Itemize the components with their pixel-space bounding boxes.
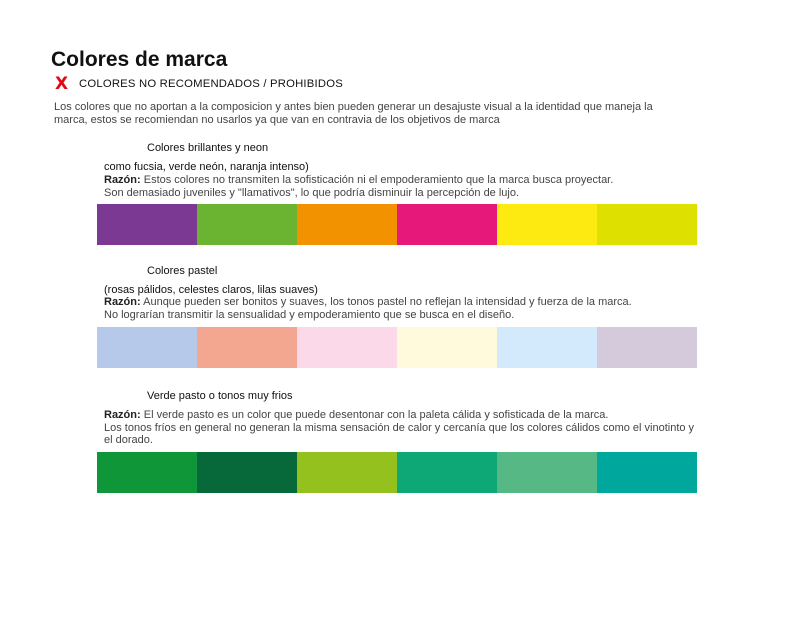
color-swatch (97, 452, 197, 493)
color-swatch (297, 327, 397, 368)
color-swatch (597, 204, 697, 245)
prohibited-header (55, 76, 343, 92)
color-swatch (197, 204, 297, 245)
swatch-row-pastel (97, 327, 697, 368)
swatch-row-cold (97, 452, 697, 493)
color-swatch (297, 204, 397, 245)
reason-label: Razón: (104, 296, 141, 308)
reason-text: Aunque pueden ser bonitos y suaves, los tonos pastel no reflejan la intensidad y fuerza de la marca. (140, 296, 632, 308)
section-title-cold: Verde pasto o tonos muy frios (147, 390, 293, 402)
color-swatch (197, 452, 297, 493)
x-mark-icon: X (55, 74, 69, 94)
reason-extra: Son demasiado juveniles y "llamativos", lo que podría disminuir la percepción de lujo. (104, 186, 520, 199)
color-swatch (97, 204, 197, 245)
section-reason-pastel (104, 296, 704, 321)
color-swatch (297, 452, 397, 493)
section-title-pastel: Colores pastel (147, 265, 218, 277)
intro-text: Los colores que no aportan a la composicion y antes bien pueden generar un desajuste visual a la identidad que maneja la marca, estos se recomiendan no usarlos ya que van en contravia de los objetivos de marca (54, 101, 653, 126)
reason-extra: Los tonos fríos en general no generan la misma sensación de calor y cercanía que los colores cálidos como el vinotinto y el dorado. (104, 421, 695, 446)
reason-text: Estos colores no transmiten la sofisticación ni el empoderamiento que la marca busca proyectar. (140, 174, 614, 186)
color-swatch (97, 327, 197, 368)
color-swatch (397, 327, 497, 368)
section-title-neon: Colores brillantes y neon (147, 142, 269, 154)
prohibited-label: COLORES NO RECOMENDADOS / PROHIBIDOS (79, 78, 343, 90)
color-swatch (397, 204, 497, 245)
reason-text: El verde pasto es un color que puede desentonar con la paleta cálida y sofisticada de la marca. (140, 409, 609, 421)
color-swatch (397, 452, 497, 493)
swatch-row-neon (97, 204, 697, 245)
color-swatch (497, 452, 597, 493)
section-subtitle-pastel: (rosas pálidos, celestes claros, lilas suaves) (104, 284, 318, 296)
color-swatch (197, 327, 297, 368)
color-swatch (497, 204, 597, 245)
reason-label: Razón: (104, 409, 141, 421)
section-reason-cold (104, 409, 704, 447)
reason-extra: No lograrían transmitir la sensualidad y empoderamiento que se busca en el diseño. (104, 308, 515, 321)
color-swatch (597, 327, 697, 368)
section-reason-neon (104, 174, 704, 199)
section-subtitle-neon: como fucsia, verde neón, naranja intenso) (104, 161, 309, 173)
color-swatch (497, 327, 597, 368)
page-title: Colores de marca (51, 48, 228, 71)
color-swatch (597, 452, 697, 493)
reason-label: Razón: (104, 174, 141, 186)
